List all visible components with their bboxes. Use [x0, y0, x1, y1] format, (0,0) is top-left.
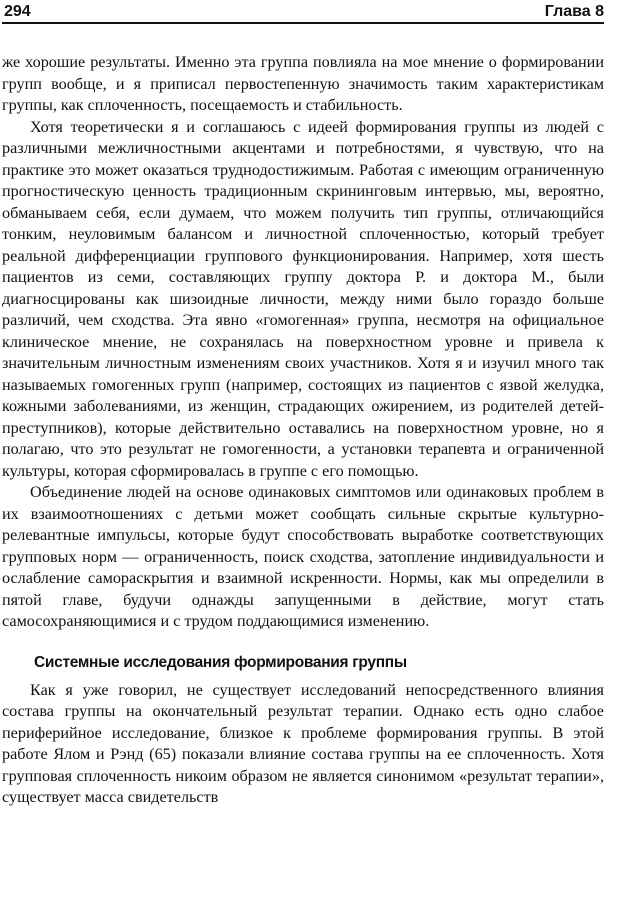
- chapter-label: Глава 8: [544, 3, 604, 20]
- page-number: 294: [4, 3, 31, 20]
- paragraph-continued: же хорошие результаты. Именно эта группа повлияла на мое мнение о формировании групп вообще, и я приписал первостепенную значимость таким характеристикам группы, как сплоченность, посещаемость и стабильность.: [2, 53, 604, 114]
- paragraph: Как я уже говорил, не существует исследований непосредственного влияния состава группы на окончательный результат терапии. Однако есть одно слабое периферийное исследование, близкое к проблеме формирования группы. В этой работе Ялом и Рэнд (65) показали влияние состава группы на ее сплоченность. Хотя групповая сплоченность никоим образом не является синонимом «результат терапии», существует масса свидетельств: [2, 680, 604, 806]
- running-header: [2, 0, 604, 24]
- paragraph: Хотя теоретически я и соглашаюсь с идеей формирования группы из людей с различными межличностными акцентами и потребностями, я чувствую, что на практике это может оказаться труднодостижимым. Работая с имеющим ограниченную прогностическую ценность традиционным скрининговым интервью, мы, вероятно, обманываем себя, если думаем, что можем получить тип группы, отличающийся тонким, неуловимым балансом и личностной сплоченностью, который требует реальной дифференциации группового функционирования. Например, хотя шесть пациентов из семи, составляющих группу доктора Р. и доктора М., были диагносцированы как шизоидные личности, между ними было гораздо больше различий, чем сходства. Эта явно «гомогенная» группа, несмотря на официальное клиническое мнение, не сохранялась на поверхностном уровне и привела к значительным личностным изменениям своих участников. Хотя я и изучил много так называемых гомогенных групп (например, состоящих из пациентов с язвой желудка, кожными заболеваниями, из женщин, страдающих ожирением, из родителей детей-преступников), которые действительно оставались на поверхностном уровне, но я полагаю, что это результат не гомогенности, а установки терапевта и ограниченной культуры, которая сформировалась в группе с его помощью.: [2, 117, 604, 480]
- section-heading: Системные исследования формирования группы: [34, 653, 407, 671]
- paragraph: Объединение людей на основе одинаковых симптомов или одинаковых проблем в их взаимоотношениях с детьми может сообщать сильные скрытые культурно-релевантные импульсы, которые будут способствовать выработке соответствующих групповых норм — ограниченность, поиск сходства, затопление индивидуальности и ослабление самораскрытия и взаимной искренности. Нормы, как мы определили в пятой главе, будучи однажды запущенными в действие, могут стать самосохраняющимися и с трудом поддающимися изменению.: [2, 483, 604, 630]
